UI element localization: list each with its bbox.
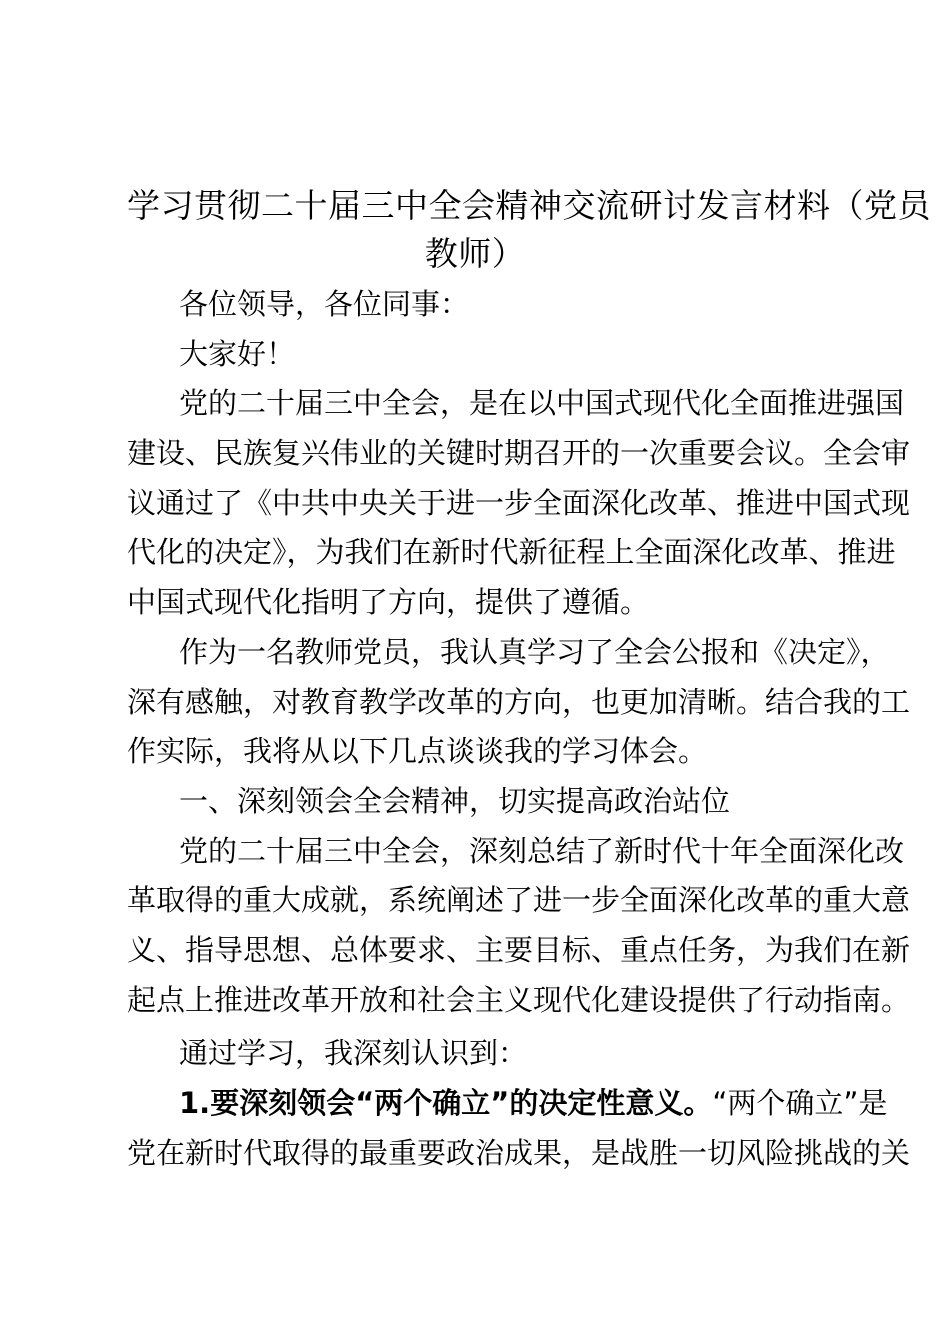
paragraph-line: 通过学习，我深刻认识到： [179, 1036, 528, 1071]
title-line-2: 教师） [424, 234, 526, 273]
paragraph-line: 作为一名教师党员，我认真学习了全会公报和《决定》， [179, 634, 890, 669]
paragraph-line: 起点上推进改革开放和社会主义现代化建设提供了行动指南。 [127, 982, 911, 1017]
paragraph-line: 革取得的重大成就，系统阐述了进一步全面深化改革的重大意 [127, 883, 911, 918]
paragraph-line: 作实际，我将从以下几点谈谈我的学习体会。 [127, 734, 708, 769]
document-body [127, 280, 911, 1178]
paragraph-line: 议通过了《中共中央关于进一步全面深化改革、推进中国式现 [127, 485, 911, 520]
point-rest: “两个确立”是 [712, 1086, 888, 1120]
paragraph-line: 中国式现代化指明了方向，提供了遵循。 [127, 585, 650, 620]
section-heading: 一、深刻领会全会精神，切实提高政治站位 [179, 783, 731, 818]
paragraph-line: 党的二十届三中全会，深刻总结了新时代十年全面深化改 [179, 833, 905, 868]
point-bold-lead: 1.要深刻领会“两个确立”的决定性意义。 [179, 1086, 713, 1120]
point-line [127, 1079, 888, 1129]
paragraph-line: 义、指导思想、总体要求、主要目标、重点任务，为我们在新 [127, 932, 911, 967]
paragraph-line: 党在新时代取得的最重要政治成果，是战胜一切风险挑战的关 [127, 1135, 911, 1170]
paragraph-line: 党的二十届三中全会，是在以中国式现代化全面推进强国 [179, 386, 905, 421]
salutation: 各位领导，各位同事： [179, 287, 470, 321]
title-line-1: 学习贯彻二十届三中全会精神交流研讨发言材料（党员 [127, 186, 931, 225]
paragraph-line: 深有感触，对教育教学改革的方向，也更加清晰。结合我的工 [127, 684, 911, 719]
paragraph-line: 代化的决定》，为我们在新时代新征程上全面深化改革、推进 [127, 535, 896, 570]
document-title [127, 182, 931, 278]
paragraph-line: 建设、民族复兴伟业的关键时期召开的一次重要会议。全会审 [127, 436, 911, 471]
greeting: 大家好！ [179, 336, 296, 371]
